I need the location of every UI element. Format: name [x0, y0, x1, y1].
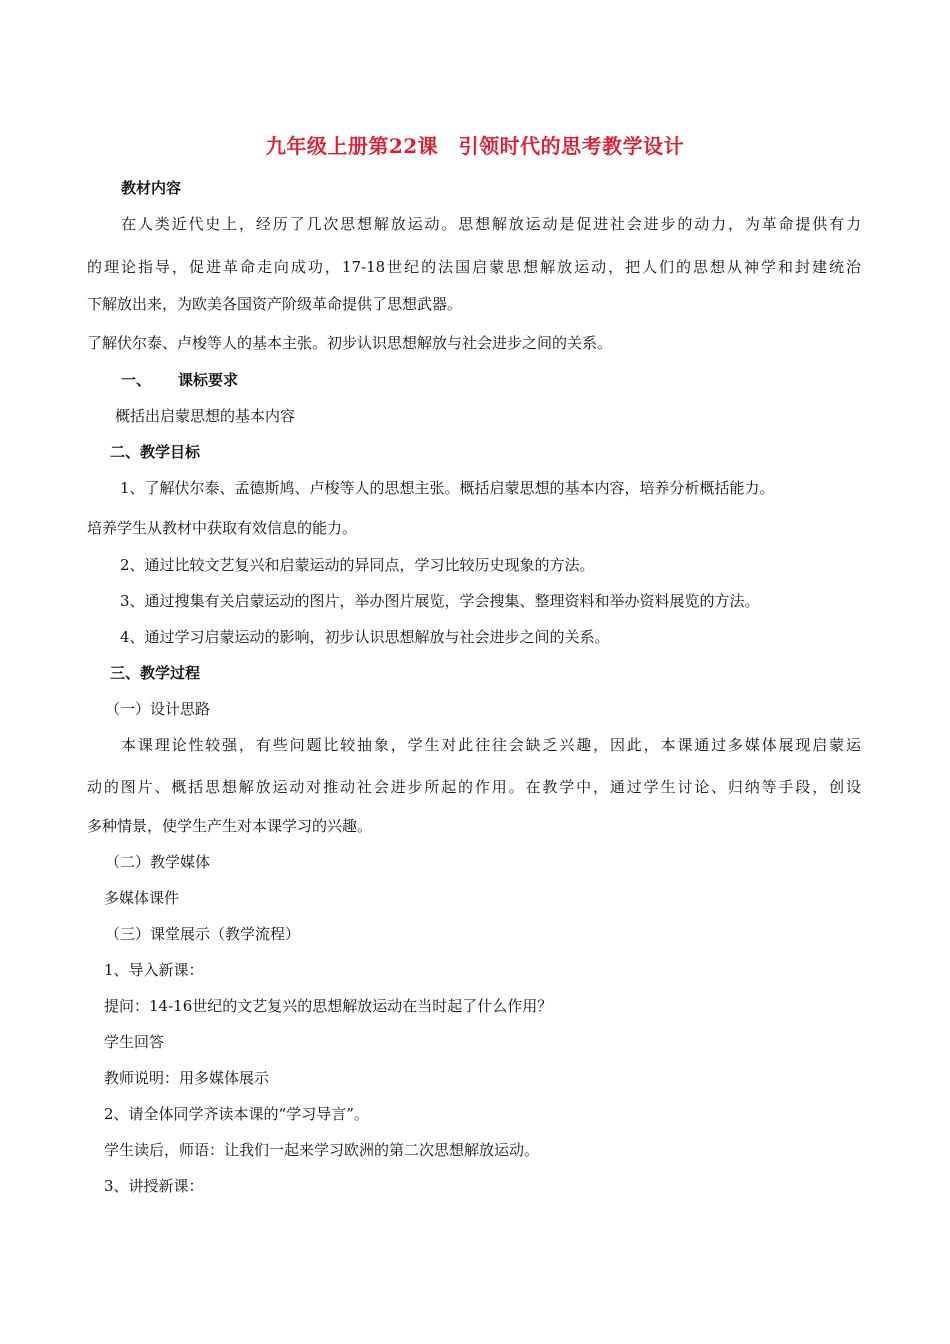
list-item: 1、了解伏尔泰、孟德斯鸠、卢梭等人的思想主张。概括启蒙思想的基本内容，培养分析概括能力。 [120, 479, 775, 497]
paragraph-line: 学生回答 [104, 1033, 165, 1051]
document-title: 九年级上册第22课 引领时代的思考教学设计 [265, 134, 685, 158]
paragraph-line: 本课理论性较强，有些问题比较抽象，学生对此往往会缺乏兴趣，因此，本课通过多媒体展现启蒙运 [121, 736, 861, 754]
subsection-heading: （三）课堂展示（教学流程） [105, 925, 301, 943]
list-item: 2、请全体同学齐读本课的“学习导言”。 [104, 1105, 369, 1123]
paragraph-line: 在人类近代史上，经历了几次思想解放运动。思想解放运动是促进社会进步的动力，为革命提供有力 [121, 215, 861, 233]
paragraph-line: 多种情景，使学生产生对本课学习的兴趣。 [87, 817, 373, 835]
paragraph-line: 下解放出来，为欧美各国资产阶级革命提供了思想武器。 [87, 295, 463, 313]
paragraph-line: 动的图片、概括思想解放运动对推动社会进步所起的作用。在教学中，通过学生讨论、归纳等手段，创设 [87, 778, 861, 796]
paragraph-line: 的理论指导，促进革命走向成功，17-18世纪的法国启蒙思想解放运动，把人们的思想从神学和封建统治 [87, 258, 861, 276]
paragraph-line: 提问：14-16世纪的文艺复兴的思想解放运动在当时起了什么作用？ [104, 997, 553, 1015]
section-heading-standards: 课标要求 [178, 371, 239, 389]
paragraph-line: 了解伏尔泰、卢梭等人的基本主张。初步认识思想解放与社会进步之间的关系。 [87, 334, 613, 352]
paragraph-line: 多媒体课件 [104, 889, 180, 907]
subsection-heading: （一）设计思路 [105, 700, 211, 718]
section-heading-process: 三、教学过程 [110, 664, 201, 682]
list-item: 3、讲授新课： [104, 1177, 204, 1195]
paragraph-line: 概括出启蒙思想的基本内容 [115, 407, 296, 425]
list-item-continuation: 培养学生从教材中获取有效信息的能力。 [87, 519, 358, 537]
list-item: 4、通过学习启蒙运动的影响，初步认识思想解放与社会进步之间的关系。 [120, 628, 610, 646]
section-heading-material: 教材内容 [121, 179, 182, 197]
list-item: 1、导入新课： [104, 961, 204, 979]
subsection-heading: （二）教学媒体 [105, 853, 211, 871]
list-item: 2、通过比较文艺复兴和启蒙运动的异同点，学习比较历史现象的方法。 [120, 556, 595, 574]
list-item: 3、通过搜集有关启蒙运动的图片，举办图片展览，学会搜集、整理资料和举办资料展览的方法。 [120, 592, 760, 610]
section-number: 一、 [121, 371, 152, 389]
paragraph-line: 教师说明：用多媒体展示 [104, 1069, 270, 1087]
section-heading-goals: 二、教学目标 [110, 443, 201, 461]
paragraph-line: 学生读后，师语：让我们一起来学习欧洲的第二次思想解放运动。 [104, 1141, 540, 1159]
